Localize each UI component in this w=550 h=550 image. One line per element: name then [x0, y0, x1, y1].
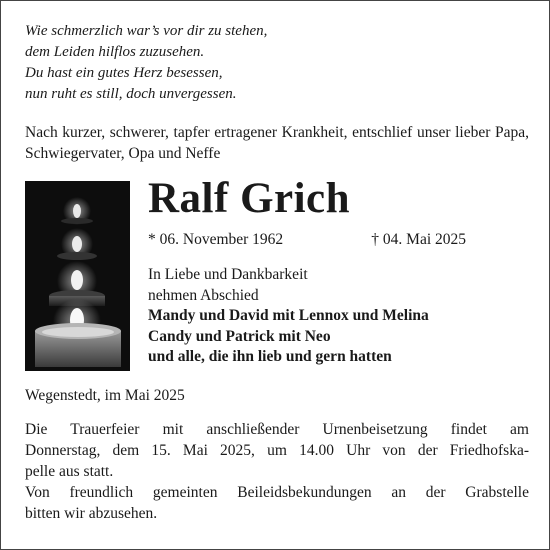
poem-line: nun ruht es still, doch unvergessen. — [25, 86, 237, 102]
candles-icon — [25, 181, 130, 371]
poem — [25, 21, 525, 105]
deceased-name: Ralf Grich — [148, 175, 351, 222]
poem-line: Du hast ein gutes Herz besessen, — [25, 65, 223, 81]
family-line: Candy und Patrick mit Neo — [148, 327, 331, 345]
mourners-line: In Liebe und Dankbarkeit — [148, 266, 308, 283]
mourners-line: nehmen Abschied — [148, 286, 259, 304]
family-line: Mandy und David mit Lennox und Melina — [148, 307, 429, 324]
funeral-line: pelle aus statt. — [25, 463, 114, 480]
mourners — [148, 265, 528, 368]
life-dates — [148, 229, 466, 250]
poem-line: Wie schmerzlich war’s vor dir zu stehen, — [25, 23, 268, 39]
funeral-line: Von freundlich gemeinten Beileidsbekundungen an der Grabstelle — [25, 484, 529, 501]
intro-text: Nach kurzer, schwerer, tapfer ertragener Krankheit, entschlief unser lieber Papa, Schwiegervater, Opa und Neffe — [25, 124, 529, 162]
funeral-line: Donnerstag, dem 15. Mai 2025, um 14.00 Uhr von der Friedhofska- — [25, 442, 529, 459]
candles-image — [25, 181, 130, 371]
place-date: Wegenstedt, im Mai 2025 — [25, 387, 185, 404]
funeral-line: Die Trauerfeier mit anschließender Urnenbeisetzung findet am — [25, 421, 529, 438]
birth-date: * 06. November 1962 — [148, 231, 284, 248]
funeral-line: bitten wir abzusehen. — [25, 505, 158, 522]
death-date: † 04. Mai 2025 — [371, 231, 466, 248]
poem-line: dem Leiden hilflos zuzusehen. — [25, 44, 205, 60]
family-line: und alle, die ihn lieb und gern hatten — [148, 348, 392, 365]
funeral-info — [25, 419, 529, 524]
